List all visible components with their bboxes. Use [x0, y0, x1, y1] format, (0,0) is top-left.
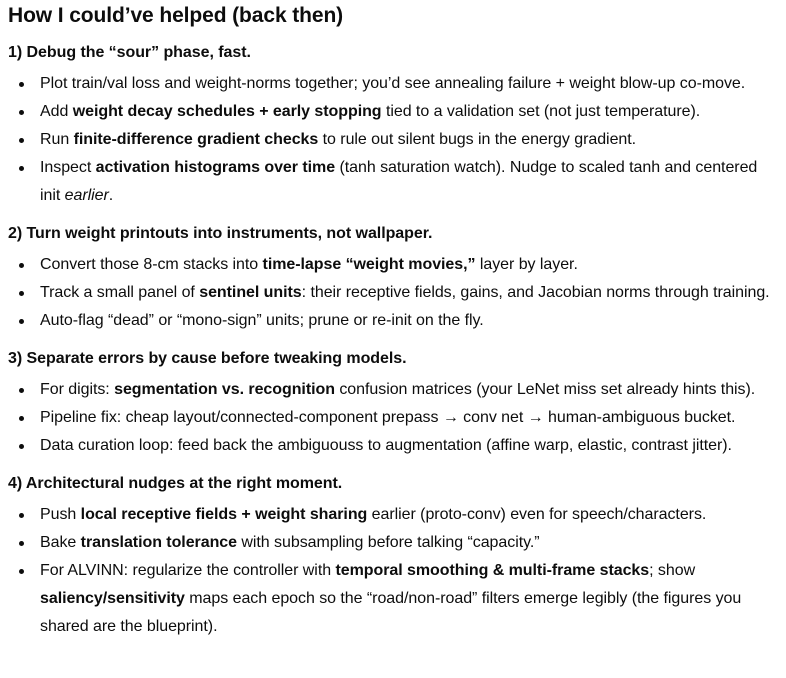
list-item: Plot train/val loss and weight-norms together; you’d see annealing failure + weight blow-up co-move.	[8, 70, 778, 98]
section-heading-2: 2) Turn weight printouts into instruments, not wallpaper.	[8, 225, 433, 242]
list-item: Inspect activation histograms over time (tanh saturation watch). Nudge to scaled tanh and centered init earlier.	[8, 154, 778, 210]
page-title: How I could’ve helped (back then)	[8, 4, 344, 27]
list-item: Auto-flag “dead” or “mono-sign” units; prune or re-init on the fly.	[8, 307, 778, 335]
list-item: Run finite-difference gradient checks to rule out silent bugs in the energy gradient.	[8, 126, 778, 154]
section-list-1	[8, 70, 778, 210]
list-item: Push local receptive fields + weight sharing earlier (proto-conv) even for speech/characters.	[8, 501, 778, 529]
list-item: For ALVINN: regularize the controller with temporal smoothing & multi-frame stacks; show saliency/sensitivity maps each epoch so the “road/non-road” filters emerge legibly (the figures you shared are the blueprint).	[8, 557, 778, 641]
section-list-2	[8, 251, 778, 335]
list-item: Add weight decay schedules + early stopping tied to a validation set (not just temperature).	[8, 98, 778, 126]
section-list-3	[8, 376, 778, 460]
list-item: Data curation loop: feed back the ambiguouss to augmentation (affine warp, elastic, contrast jitter).	[8, 432, 778, 460]
list-item: Convert those 8-cm stacks into time-lapse “weight movies,” layer by layer.	[8, 251, 778, 279]
list-item: For digits: segmentation vs. recognition confusion matrices (your LeNet miss set already hints this).	[8, 376, 778, 404]
section-heading-4: 4) Architectural nudges at the right moment.	[8, 475, 343, 492]
section-list-4	[8, 501, 778, 641]
list-item: Pipeline fix: cheap layout/connected-component prepass → conv net → human-ambiguous bucket.	[8, 404, 778, 432]
list-item: Track a small panel of sentinel units: their receptive fields, gains, and Jacobian norms through training.	[8, 279, 778, 307]
section-heading-1: 1) Debug the “sour” phase, fast.	[8, 44, 251, 61]
list-item: Bake translation tolerance with subsampling before talking “capacity.”	[8, 529, 778, 557]
section-heading-3: 3) Separate errors by cause before tweaking models.	[8, 350, 407, 367]
